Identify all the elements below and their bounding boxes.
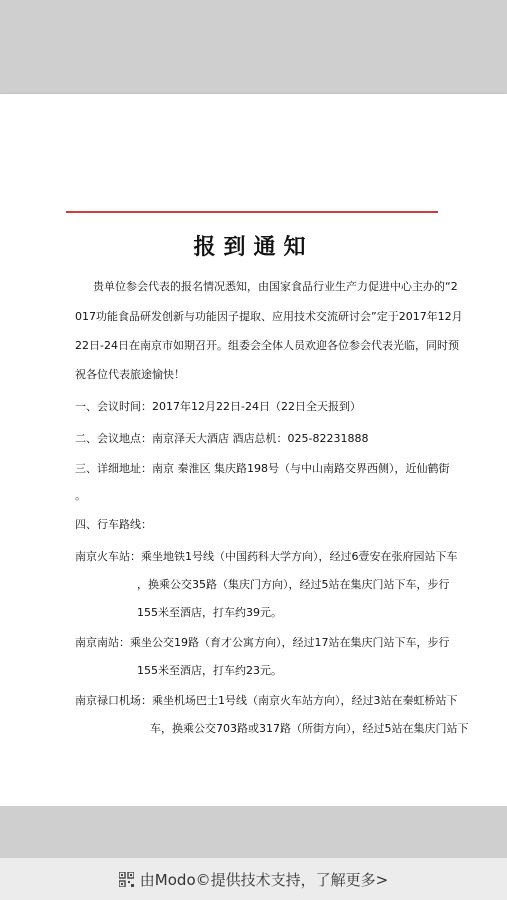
- header-red-rule: [66, 211, 438, 213]
- qr-icon: [119, 872, 134, 887]
- document-page[interactable]: [0, 94, 507, 806]
- meeting-venue: 二、会议地点：南京泽天大酒店 酒店总机：025-82231888: [75, 432, 369, 445]
- modo-footer-link[interactable]: [0, 858, 507, 900]
- address-line-1: 三、详细地址：南京 秦淮区 集庆路198号（与中山南路交界西侧），近仙鹤街: [75, 462, 450, 475]
- route-heading: 四、行车路线：: [75, 518, 152, 531]
- route-train-line-2: ，换乘公交35路（集庆门方向），经过5站在集庆门站下车，步行: [137, 578, 450, 591]
- paragraph-line-4: 祝各位代表旅途愉快！: [75, 368, 185, 381]
- bottom-gray-margin: [0, 806, 507, 858]
- footer-text: 由Modo©提供技术支持，了解更多>: [139, 870, 389, 889]
- route-south-line-1: 南京南站：乘坐公交19路（育才公寓方向），经过17站在集庆门站下车，步行: [75, 636, 450, 649]
- route-airport-line-2: 车，换乘公交703路或317路（所街方向），经过5站在集庆门站下: [150, 722, 469, 735]
- document-title: 报到通知: [193, 235, 314, 260]
- route-airport-line-1: 南京禄口机场：乘坐机场巴士1号线（南京火车站方向），经过3站在秦虹桥站下: [75, 694, 458, 707]
- paragraph-line-3: 22日-24日在南京市如期召开。组委会全体人员欢迎各位参会代表光临，同时预: [75, 339, 459, 352]
- address-line-2: 。: [75, 489, 86, 502]
- meeting-time: 一、会议时间：2017年12月22日-24日（22日全天报到）: [75, 400, 361, 413]
- route-train-line-3: 155米至酒店，打车约39元。: [137, 606, 282, 619]
- route-train-line-1: 南京火车站：乘坐地铁1号线（中国药科大学方向），经过6壹安在张府园站下车: [75, 550, 458, 563]
- top-gray-margin: [0, 0, 507, 94]
- route-south-line-2: 155米至酒店，打车约23元。: [137, 664, 282, 677]
- paragraph-line-2: 017功能食品研发创新与功能因子提取、应用技术交流研讨会”定于2017年12月: [75, 310, 463, 323]
- paragraph-line-1: 贵单位参会代表的报名情况悉知，由国家食品行业生产力促进中心主办的“2: [93, 280, 458, 293]
